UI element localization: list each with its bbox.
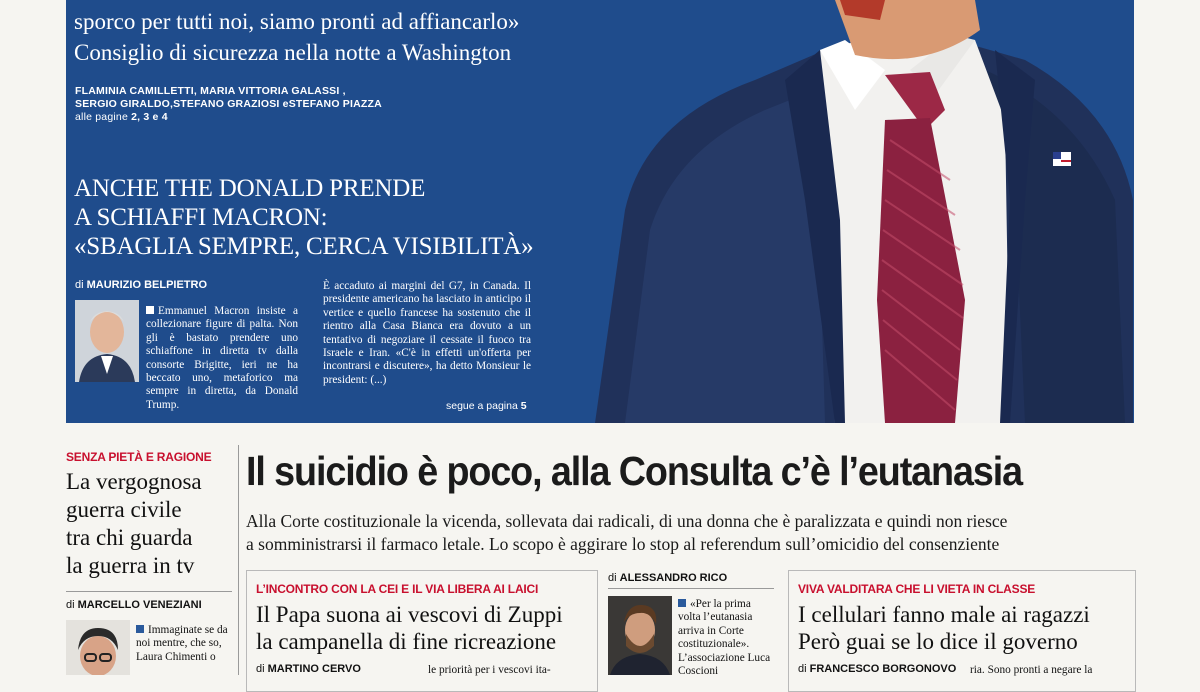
segue-page: 5: [520, 400, 527, 412]
left-headline-line-3: tra chi guarda: [66, 525, 193, 550]
segue-prefix: segue a pagina: [446, 400, 521, 412]
veneziani-byline: [66, 599, 202, 611]
left-headline: [66, 468, 202, 580]
belpietro-byline: [75, 279, 207, 291]
bullet-square-icon: [136, 625, 144, 633]
box1-kicker: L’INCONTRO CON LA CEI E IL VIA LIBERA AI LAICI: [256, 582, 539, 596]
column-1-text: Emmanuel Macron insiste a collezionare figure di palta. Non gli è bastato prendere uno schiaffone in diretta tv dalla consorte Brigitte, ieri ne ha beccato uno, metaforico ma sempre in diretta, da Donald Trump.: [146, 305, 298, 411]
byline-di: di: [256, 663, 268, 675]
veneziani-body-text: Immaginate se da noi mentre, che so, Laura Chimenti o: [136, 624, 228, 663]
banner-bylines: [75, 85, 382, 124]
box1-body: le priorità per i vescovi ita-: [428, 664, 551, 676]
sub-headline-line-3: «SBAGLIA SEMPRE, CERCA VISIBILITÀ»: [74, 233, 534, 260]
rico-byline: [608, 572, 727, 584]
column-2-text: È accaduto ai margini del G7, in Canada. Il presidente americano ha lasciato in anticipo il vertice e quello francese ha sostenuto che il rientro alla Casa Bianca era dovuto a un tentativo di negoziare il cessate il fuoco tra Israele e Iran. «C'è in effetti un'offerta per incontrarsi e discutere», ha detto Monsieur le president: (...): [323, 280, 531, 386]
left-divider: [66, 591, 232, 592]
box1-headline: [256, 601, 563, 655]
cervo-byline: [256, 663, 361, 675]
box3-headline-line-2: Però guai se lo dice il governo: [798, 629, 1078, 654]
box2-body: [678, 598, 774, 678]
main-deck-line-1: Alla Corte costituzionale la vicenda, sollevata dai radicali, di una donna che è paralizzata e quindi non riesce: [246, 511, 1008, 531]
borgonovo-byline: [798, 663, 956, 675]
trump-photo: [555, 0, 1133, 423]
byline-name: MARTINO CERVO: [267, 663, 361, 675]
editorial-column-2: [323, 280, 531, 387]
segue-reference[interactable]: [446, 400, 527, 412]
byline-name: MARCELLO VENEZIANI: [77, 599, 202, 611]
left-headline-line-4: la guerra in tv: [66, 553, 195, 578]
left-headline-line-2: guerra civile: [66, 497, 182, 522]
rico-photo: [608, 596, 672, 675]
byline-name: FRANCESCO BORGONOVO: [809, 663, 957, 675]
sub-headline: [74, 174, 533, 261]
byline-name: ALESSANDRO RICO: [619, 572, 728, 584]
banner-deck-line-2: Consiglio di sicurezza nella notte a Washington: [74, 40, 512, 65]
bullet-square-icon: [146, 306, 154, 314]
byline-name: MAURIZIO BELPIETRO: [86, 279, 208, 291]
veneziani-body: [136, 624, 232, 664]
byline-di: di: [75, 279, 87, 291]
portrait-illustration: [555, 0, 1133, 423]
box2-divider: [608, 588, 774, 589]
left-headline-line-1: La vergognosa: [66, 469, 202, 494]
left-kicker: SENZA PIETÀ E RAGIONE: [66, 450, 212, 464]
belpietro-photo: [75, 300, 139, 382]
byline-di: di: [608, 572, 620, 584]
pages-prefix: alle pagine: [75, 111, 132, 123]
box1-headline-line-2: la campanella di fine ricreazione: [256, 629, 557, 654]
main-deck-line-2: a somministrarsi il farmaco letale. Lo scopo è aggirare lo stop al referendum sull’omicidio del consenziente: [246, 534, 1000, 554]
rico-body-text: «Per la prima volta l’eutanasia arriva in Corte costituzionale». L’associazione Luca Coscioni: [678, 598, 771, 678]
box3-kicker: VIVA VALDITARA CHE LI VIETA IN CLASSE: [798, 582, 1036, 596]
bylines-line-1: FLAMINIA CAMILLETTI, MARIA VITTORIA GALASSI ,: [75, 85, 346, 97]
box3-body: ria. Sono pronti a negare la: [970, 664, 1093, 676]
column-rule: [238, 445, 239, 675]
pages-reference: [75, 111, 382, 124]
banner-left-margin: [0, 0, 66, 423]
sub-headline-line-1: ANCHE THE DONALD PRENDE: [74, 175, 426, 202]
banner-deck-line-1: sporco per tutti noi, siamo pronti ad affiancarlo»: [74, 9, 520, 34]
sub-headline-line-2: A SCHIAFFI MACRON:: [74, 204, 328, 231]
pages-numbers: 2, 3 e 4: [131, 111, 168, 123]
bullet-square-icon: [678, 599, 686, 607]
editorial-column-1: [146, 305, 298, 412]
banner-right-margin: [1134, 0, 1200, 423]
veneziani-photo: [66, 620, 130, 675]
byline-di: di: [798, 663, 810, 675]
box3-headline-line-1: I cellulari fanno male ai ragazzi: [798, 602, 1090, 627]
main-deck: [246, 510, 1146, 556]
box1-headline-line-1: Il Papa suona ai vescovi di Zuppi: [256, 602, 563, 627]
box3-headline: [798, 601, 1090, 655]
bylines-line-2: SERGIO GIRALDO,STEFANO GRAZIOSI eSTEFANO PIAZZA: [75, 98, 382, 110]
byline-di: di: [66, 599, 78, 611]
main-headline: Il suicidio è poco, alla Consulta c’è l’eutanasia: [246, 448, 1022, 494]
